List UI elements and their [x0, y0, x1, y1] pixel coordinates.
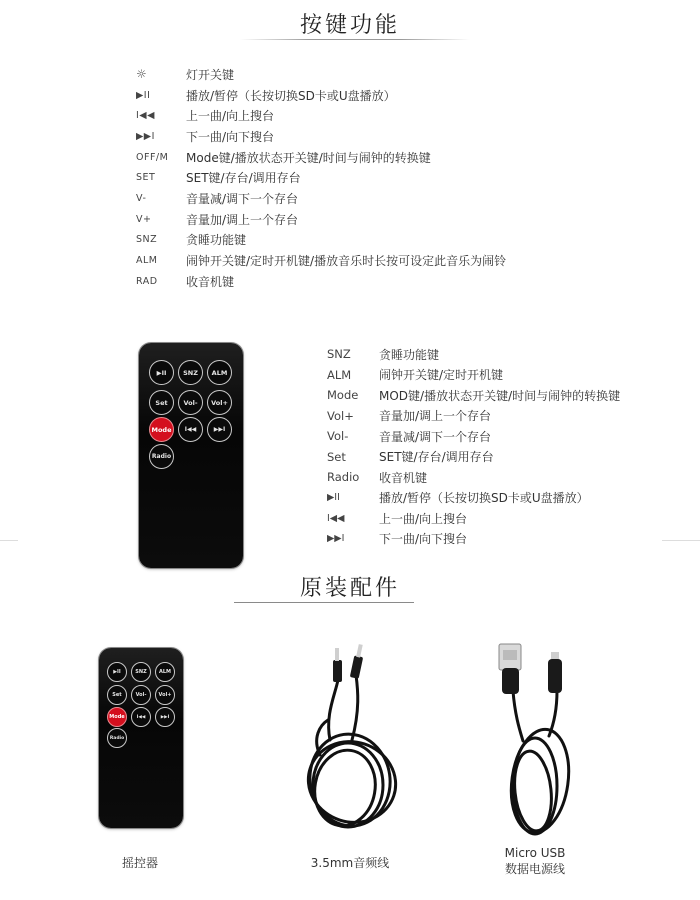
key-function-list — [136, 64, 506, 292]
divider-left — [0, 540, 18, 541]
list-item — [327, 344, 620, 365]
previous-track-icon: I◀◀ — [327, 512, 345, 524]
key-symbol: ALM — [327, 367, 352, 382]
key-desc: 收音机键 — [186, 274, 235, 289]
list-item — [327, 508, 620, 529]
list-item — [327, 365, 620, 386]
audio-cable-icon — [290, 640, 410, 840]
key-symbol: V+ — [136, 213, 152, 225]
key-symbol: SNZ — [136, 234, 158, 246]
vol-minus-button: Vol- — [178, 390, 203, 415]
key-desc: 播放/暂停（长按切换SD卡或U盘播放） — [186, 88, 396, 103]
play-pause-button: ▶II — [107, 662, 127, 682]
mode-button: Mode — [107, 707, 127, 727]
play-pause-icon: ▶II — [327, 492, 340, 504]
list-item — [327, 426, 620, 447]
vol-plus-button: Vol+ — [155, 685, 175, 705]
key-symbol: SNZ — [327, 347, 351, 362]
key-symbol: V- — [136, 192, 147, 204]
key-desc: SET键/存台/调用存台 — [186, 171, 301, 186]
list-item — [136, 209, 506, 230]
next-track-icon: ▶▶I — [136, 130, 155, 142]
key-symbol: RAD — [136, 275, 158, 287]
list-item — [136, 271, 506, 292]
play-pause-button: ▶II — [149, 360, 174, 385]
key-symbol: Mode — [327, 388, 359, 403]
key-desc: 贪睡功能键 — [379, 347, 440, 362]
next-track-button: ▶▶I — [155, 707, 175, 727]
caption-usb-line1: Micro USB — [504, 846, 566, 860]
previous-track-button: I◀◀ — [131, 707, 151, 727]
list-item — [327, 467, 620, 488]
remote-key-list — [327, 344, 620, 549]
next-track-icon: ▶▶I — [327, 533, 345, 545]
key-desc: 音量加/调上一个存台 — [379, 409, 492, 424]
radio-button: Radio — [107, 728, 127, 748]
caption-usb-line2: 数据电源线 — [504, 862, 565, 876]
snz-button: SNZ — [131, 662, 151, 682]
play-pause-icon: ▶II — [136, 89, 151, 101]
key-desc: MOD键/播放状态开关键/时间与闹钟的转换键 — [379, 388, 621, 403]
remote-control-icon — [99, 648, 183, 828]
previous-track-icon: I◀◀ — [136, 110, 155, 122]
list-item — [327, 447, 620, 468]
key-symbol: Vol- — [327, 429, 349, 444]
list-item — [327, 529, 620, 550]
key-desc: 灯开关键 — [186, 67, 235, 82]
vol-minus-button: Vol- — [131, 685, 151, 705]
caption-remote: 摇控器 — [121, 856, 158, 870]
set-button: Set — [107, 685, 127, 705]
key-desc: 上一曲/向上搜台 — [186, 109, 275, 124]
key-symbol: SET — [136, 172, 156, 184]
key-symbol: Vol+ — [327, 408, 354, 423]
list-item — [136, 250, 506, 271]
list-item — [327, 488, 620, 509]
key-desc: 收音机键 — [379, 470, 428, 485]
list-item — [136, 126, 506, 147]
light-icon: ☼ — [136, 67, 148, 82]
key-symbol: Radio — [327, 470, 360, 485]
alm-button: ALM — [155, 662, 175, 682]
key-desc: 音量减/调下一个存台 — [379, 429, 492, 444]
key-symbol: Set — [327, 449, 346, 464]
key-desc: 上一曲/向上搜台 — [379, 511, 468, 526]
list-item — [327, 406, 620, 427]
key-desc: 贪睡功能键 — [186, 233, 247, 248]
key-desc: 闹钟开关键/定时开机键 — [379, 368, 504, 383]
list-item — [327, 385, 620, 406]
list-item — [136, 105, 506, 126]
previous-track-button: I◀◀ — [178, 417, 203, 442]
section-title-accessories: 原装配件 — [299, 576, 400, 601]
divider-right — [662, 540, 700, 541]
section-title-button-functions: 按键功能 — [299, 13, 400, 38]
key-desc: 下一曲/向下搜台 — [379, 532, 468, 547]
key-desc: 播放/暂停（长按切换SD卡或U盘播放） — [379, 491, 589, 506]
set-button: Set — [149, 390, 174, 415]
key-symbol: OFF/M — [136, 151, 169, 163]
key-desc: Mode键/播放状态开关键/时间与闹钟的转换键 — [186, 150, 431, 165]
list-item — [136, 167, 506, 188]
key-desc: 闹钟开关键/定时开机键/播放音乐时长按可设定此音乐为闹铃 — [186, 254, 507, 269]
title-underline — [234, 602, 414, 603]
key-desc: 音量减/调下一个存台 — [186, 191, 299, 206]
caption-audio-cable: 3.5mm音频线 — [310, 856, 390, 870]
list-item — [136, 230, 506, 251]
vol-plus-button: Vol+ — [207, 390, 232, 415]
radio-button: Radio — [149, 444, 174, 469]
key-desc: 音量加/调上一个存台 — [186, 212, 299, 227]
list-item — [136, 64, 506, 85]
title-underline — [240, 39, 470, 40]
usb-cable-icon — [485, 636, 595, 841]
key-desc: SET键/存台/调用存台 — [379, 450, 494, 465]
list-item — [136, 188, 506, 209]
alm-button: ALM — [207, 360, 232, 385]
snz-button: SNZ — [178, 360, 203, 385]
key-desc: 下一曲/向下搜台 — [186, 129, 275, 144]
list-item — [136, 147, 506, 168]
list-item — [136, 85, 506, 106]
next-track-button: ▶▶I — [207, 417, 232, 442]
key-symbol: ALM — [136, 255, 158, 267]
caption-usb-cable — [470, 845, 600, 877]
mode-button: Mode — [149, 417, 174, 442]
remote-control-large — [139, 343, 243, 568]
